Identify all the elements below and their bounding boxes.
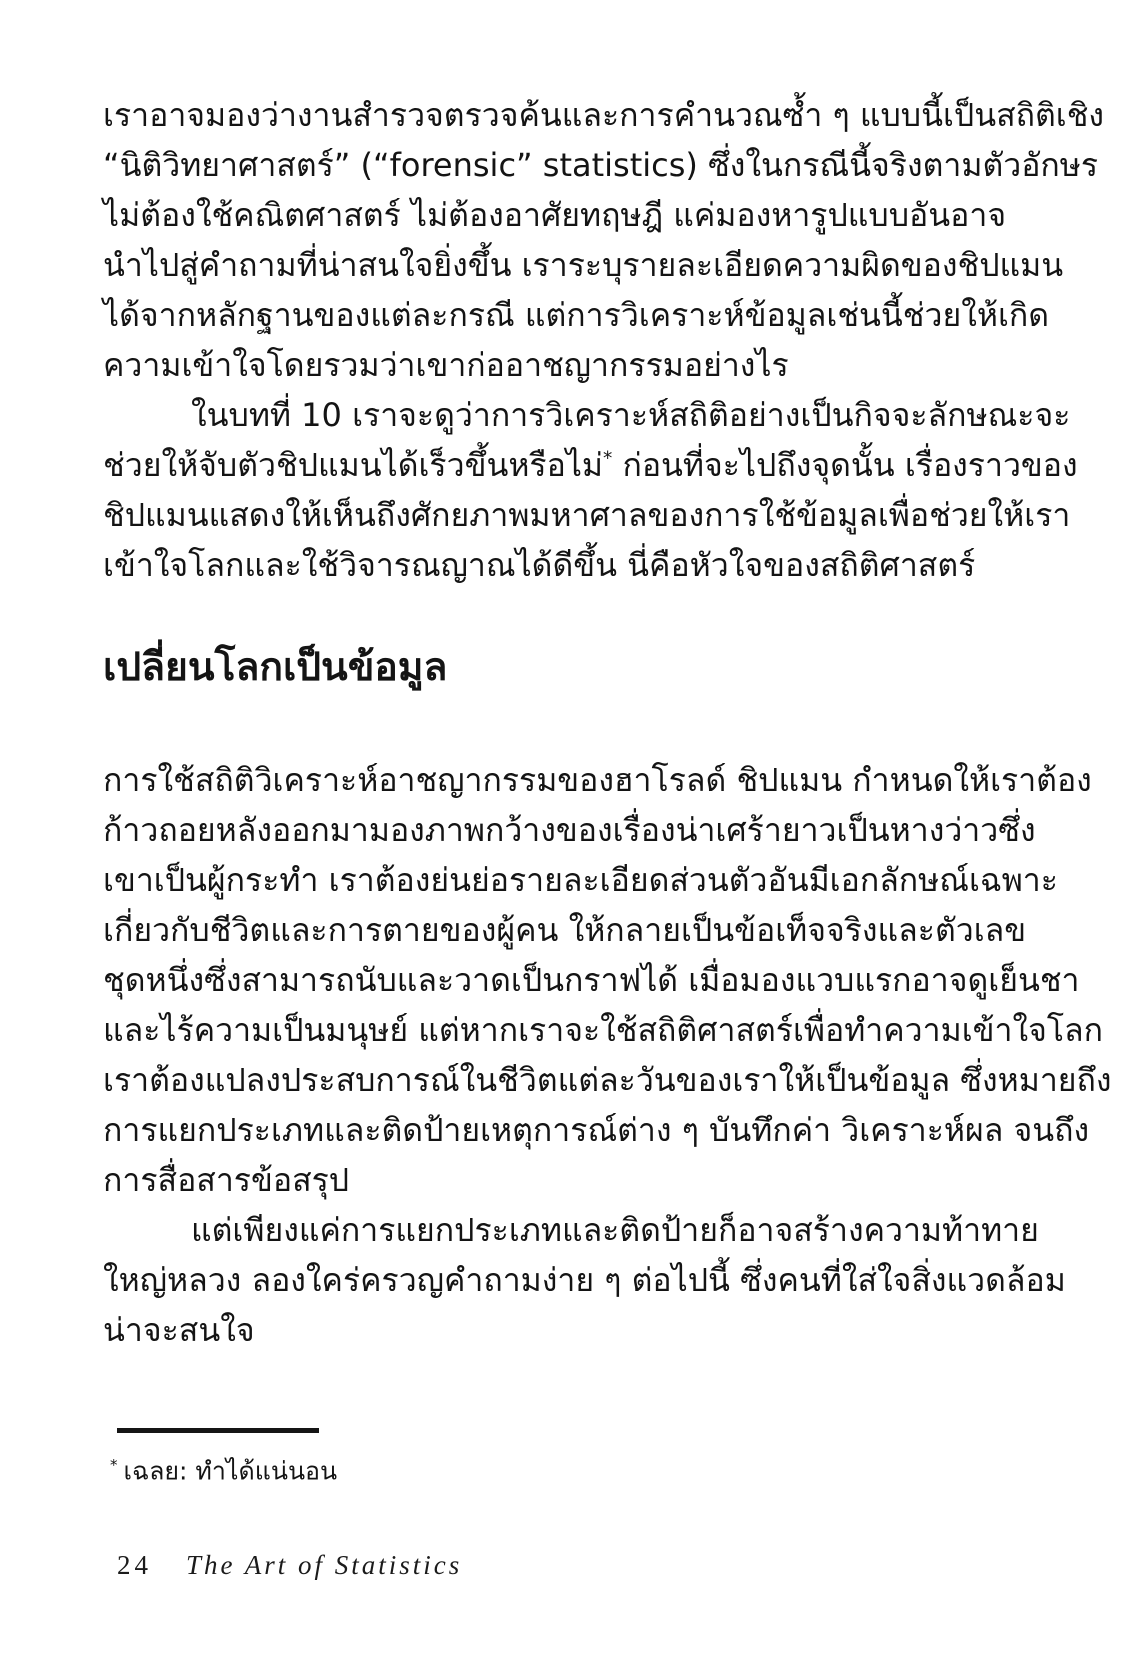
text-line: เข้าใจโลกและใช้วิจารณญาณได้ดีขึ้น นี่คือหัวใจของสถิติศาสตร์ xyxy=(103,546,976,584)
text-segment: ก่อนที่จะไปถึงจุดนั้น เรื่องราวของ xyxy=(612,446,1078,484)
paragraph xyxy=(103,755,1112,1205)
text-line: ได้จากหลักฐานของแต่ละกรณี แต่การวิเคราะห์ข้อมูลเช่นนี้ช่วยให้เกิด xyxy=(103,296,1050,334)
text-line: นำไปสู่คำถามที่น่าสนใจยิ่งขึ้น เราระบุรายละเอียดความผิดของชิปแมน xyxy=(103,246,1064,284)
paragraph xyxy=(103,1205,1066,1355)
footnote-marker-asterisk: * xyxy=(110,1456,118,1474)
text-line: ในบทที่ 10 เราจะดูว่าการวิเคราะห์สถิติอย่างเป็นกิจจะลักษณะจะ xyxy=(191,396,1071,434)
footnote-text: เฉลย: ทำได้แน่นอน xyxy=(123,1456,338,1486)
footnote-reference-asterisk: * xyxy=(603,448,613,470)
section-heading: เปลี่ยนโลกเป็นข้อมูล xyxy=(103,645,448,690)
paragraph xyxy=(103,390,1078,590)
footnote-separator-rule xyxy=(117,1428,319,1433)
footnote xyxy=(110,1444,337,1492)
text-line: ชุดหนึ่งซึ่งสามารถนับและวาดเป็นกราฟได้ เมื่อมองแวบแรกอาจดูเย็นชา xyxy=(103,961,1080,999)
paragraph xyxy=(103,90,1105,390)
text-line: ชิปแมนแสดงให้เห็นถึงศักยภาพมหาศาลของการใช้ข้อมูลเพื่อช่วยให้เรา xyxy=(103,496,1071,534)
text-line: การสื่อสารข้อสรุป xyxy=(103,1161,350,1199)
text-line: เราต้องแปลงประสบการณ์ในชีวิตแต่ละวันของเราให้เป็นข้อมูล ซึ่งหมายถึง xyxy=(103,1061,1112,1099)
text-line: แต่เพียงแค่การแยกประเภทและติดป้ายก็อาจสร้างความท้าทาย xyxy=(191,1211,1039,1249)
page-footer xyxy=(117,1548,462,1582)
text-line: “นิติวิทยาศาสตร์” (“forensic” statistics) ซึ่งในกรณีนี้จริงตามตัวอักษร xyxy=(103,146,1099,184)
text-line: และไร้ความเป็นมนุษย์ แต่หากเราจะใช้สถิติศาสตร์เพื่อทำความเข้าใจโลก xyxy=(103,1011,1104,1049)
book-title: The Art of Statistics xyxy=(186,1550,463,1580)
text-line: เกี่ยวกับชีวิตและการตายของผู้คน ให้กลายเป็นข้อเท็จจริงและตัวเลข xyxy=(103,911,1027,949)
page-number: 24 xyxy=(117,1550,152,1580)
text-line: การแยกประเภทและติดป้ายเหตุการณ์ต่าง ๆ บันทึกค่า วิเคราะห์ผล จนถึง xyxy=(103,1111,1090,1149)
text-line: ก้าวถอยหลังออกมามองภาพกว้างของเรื่องน่าเศร้ายาวเป็นหางว่าวซึ่ง xyxy=(103,811,1036,849)
text-line: ใหญ่หลวง ลองใคร่ครวญคำถามง่าย ๆ ต่อไปนี้ ซึ่งคนที่ใส่ใจสิ่งแวดล้อม xyxy=(103,1261,1066,1299)
text-line: เขาเป็นผู้กระทำ เราต้องย่นย่อรายละเอียดส่วนตัวอันมีเอกลักษณ์เฉพาะ xyxy=(103,861,1058,899)
text-line: ไม่ต้องใช้คณิตศาสตร์ ไม่ต้องอาศัยทฤษฎี แค่มองหารูปแบบอันอาจ xyxy=(103,196,1007,234)
text-segment: ช่วยให้จับตัวชิปแมนได้เร็วขึ้นหรือไม่ xyxy=(103,446,603,484)
text-line: เราอาจมองว่างานสำรวจตรวจค้นและการคำนวณซ้ำ ๆ แบบนี้เป็นสถิติเชิง xyxy=(103,96,1105,134)
text-line: น่าจะสนใจ xyxy=(103,1311,255,1349)
text-line: ความเข้าใจโดยรวมว่าเขาก่ออาชญากรรมอย่างไร xyxy=(103,346,789,384)
body-text xyxy=(103,90,1112,1355)
text-line xyxy=(103,440,1078,490)
text-line: การใช้สถิติวิเคราะห์อาชญากรรมของฮาโรลด์ ชิปแมน กำหนดให้เราต้อง xyxy=(103,761,1092,799)
